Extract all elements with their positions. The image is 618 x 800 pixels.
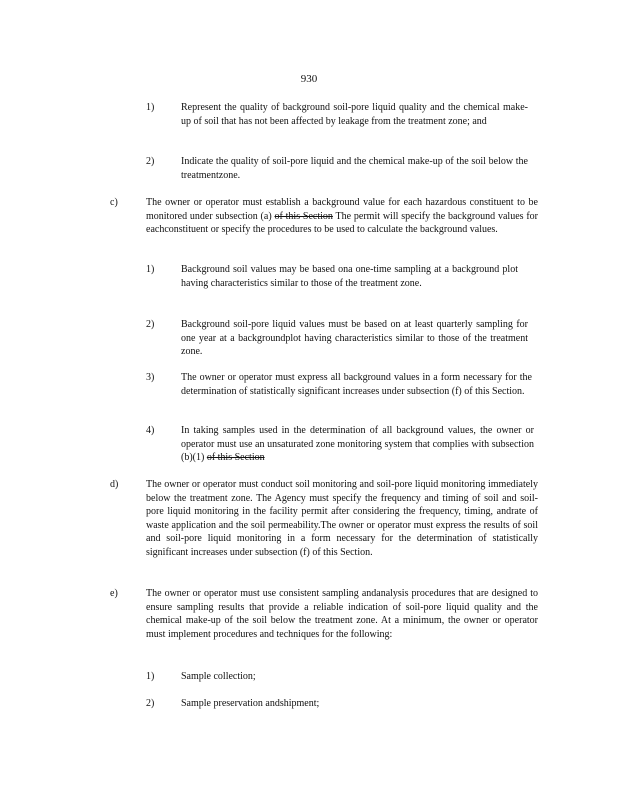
- text-after-strike: The permit will specify the background values for eachconstituent or specify the procedures to be used to calculate the background values.: [146, 210, 539, 236]
- item-text: Background soil-pore liquid values must be based on at least quarterly sampling for one year at a backgroundplot having characteristics similar to those of the treatment zone.: [181, 319, 528, 358]
- item-label: 2): [146, 319, 155, 330]
- list-item: [146, 101, 528, 128]
- struck-text: of this Section: [206, 452, 265, 464]
- item-label: 3): [146, 372, 155, 383]
- item-text: Represent the quality of background soil-pore liquid quality and the chemical make-up of soil that has not been affected by leakage from the treatment zone; and: [181, 102, 528, 127]
- list-item: [146, 155, 528, 182]
- item-text: [181, 424, 534, 465]
- item-text: Sample preservation andshipment;: [181, 698, 320, 709]
- item-text: [146, 196, 538, 237]
- list-item: [146, 670, 528, 684]
- item-text: The owner or operator must conduct soil monitoring and soil-pore liquid monitoring immediately below the treatment zone. The Agency must specify the frequency and timing of soil and soil-pore liquid monitoring in the facility permit after considering the frequency, timing, andrate of waste application and the soil permeability.The owner or operator must express the results of soil and soil-pore liquid monitoring in a form necessary for the determination of statistically significant increases under subsection (f) of this Section.: [146, 479, 538, 558]
- list-item: [146, 318, 528, 359]
- subsection-c: [110, 196, 538, 237]
- item-text: Background soil values may be based ona one-time sampling at a background plot having characteristics similar to those of the treatment zone.: [181, 264, 518, 289]
- page-number: 930: [300, 73, 318, 85]
- item-label: d): [110, 479, 119, 490]
- item-label: c): [110, 197, 118, 208]
- item-text: Sample collection;: [181, 671, 256, 682]
- item-text: The owner or operator must use consistent sampling andanalysis procedures that are designed to ensure sampling results that provide a reliable indication of soil-pore liquid quality and the chemical make-up of the soil below the treatment zone. At a minimum, the owner or operator must implement procedures and techniques for the following:: [146, 588, 538, 640]
- item-label: 2): [146, 156, 155, 167]
- list-item: [146, 263, 518, 290]
- text-before-strike: The owner or operator must establish a background value for each hazardous constituent to be monitored under subsection (a): [146, 197, 538, 222]
- list-item: [146, 371, 532, 398]
- item-label: 1): [146, 102, 155, 113]
- item-text: The owner or operator must express all background values in a form necessary for the determination of statistically significant increases under subsection (f) of this Section.: [181, 372, 532, 397]
- list-item: [146, 424, 534, 465]
- text-before-strike: In taking samples used in the determination of all background values, the owner or operator must use an unsaturated zone monitoring system that complies with subsection (b)(1): [181, 425, 534, 464]
- item-label: 1): [146, 671, 155, 682]
- struck-text: of this Section: [274, 210, 333, 222]
- item-label: 2): [146, 698, 155, 709]
- item-label: 4): [146, 425, 155, 436]
- list-item: [146, 697, 528, 711]
- item-label: e): [110, 588, 118, 599]
- item-label: 1): [146, 264, 155, 275]
- subsection-e: [110, 587, 538, 641]
- subsection-d: [110, 478, 538, 560]
- item-text: Indicate the quality of soil-pore liquid and the chemical make-up of the soil below the treatmentzone.: [181, 156, 528, 181]
